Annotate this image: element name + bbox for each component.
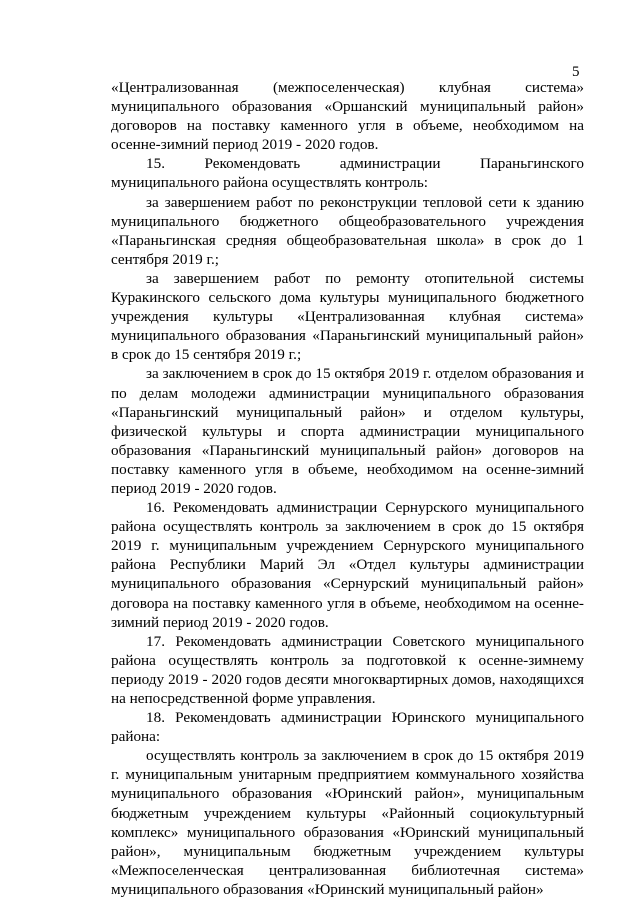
paragraph: «Централизованная (межпоселенческая) клубная система» муниципального образования «Оршанский муниципальный район» договоров на поставку каменного угля в объеме, необходимом на осенне-зимний период 2019 - 2020 годов. — [111, 79, 584, 154]
paragraph: за завершением работ по реконструкции тепловой сети к зданию муниципального бюджетного общеобразовательного учреждения «Параньгинская средняя общеобразовательная школа» в срок до 1 сентября 2019 г.; — [111, 193, 584, 268]
paragraph: 17. Рекомендовать администрации Советского муниципального района осуществлять контроль за подготовкой к осенне-зимнему периоду 2019 - 2020 годов десяти многоквартирных домов, находящихся на непосредственной форме управления. — [111, 632, 584, 707]
paragraph: за заключением в срок до 15 октября 2019 г. отделом образования и по делам молодежи администрации муниципального образования «Параньгинский муниципальный район» и отделом культуры, физической культуры и спорта администрации муниципального образования «Параньгинский муниципальный район» договоров на поставку каменного угля в объеме, необходимом на осенне-зимний период 2019 - 2020 годов. — [111, 365, 584, 497]
paragraph: за завершением работ по ремонту отопительной системы Куракинского сельского дома культуры муниципального бюджетного учреждения культуры «Централизованная клубная система» муниципального образования «Параньгинский муниципальный район» в срок до 15 сентября 2019 г.; — [111, 269, 584, 364]
paragraph: осуществлять контроль за заключением в срок до 15 октября 2019 г. муниципальным унитарным предприятием коммунального хозяйства муниципального образования «Юринский район», муниципальным бюджетным учреждением культуры «Районный социокультурный комплекс» муниципального образования «Юринский муниципальный район», муниципальным бюджетным учреждением культуры «Межпоселенческая централизованная библиотечная система» муниципального образования «Юринский муниципальный район» — [111, 747, 584, 898]
page-number: 5 — [572, 64, 580, 80]
paragraph: 16. Рекомендовать администрации Сернурского муниципального района осуществлять контроль за заключением в срок до 15 октября 2019 г. муниципальным учреждением Сернурского муниципального района Республики Марий Эл «Отдел культуры администрации муниципального образования «Сернурский муниципальный район» договора на поставку каменного угля в объеме, необходимом на осенне-зимний период 2019 - 2020 годов. — [111, 499, 584, 631]
document-body — [111, 78, 584, 899]
paragraph: 15. Рекомендовать администрации Параньгинского муниципального района осуществлять контроль: — [111, 155, 584, 192]
paragraph: 18. Рекомендовать администрации Юринского муниципального района: — [111, 709, 584, 746]
